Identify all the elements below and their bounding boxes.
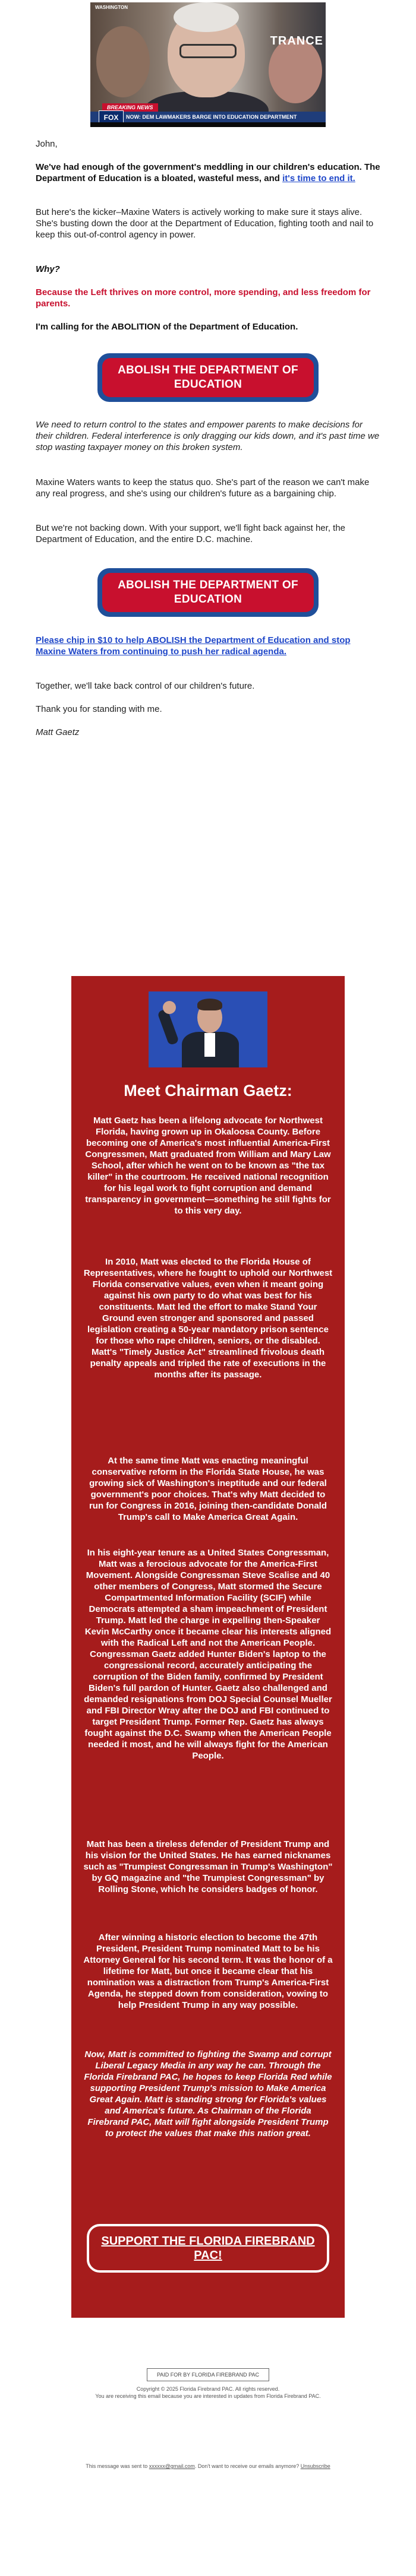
hero-image: [90, 2, 326, 127]
signature: Matt Gaetz: [36, 727, 80, 737]
portrait-fist: [163, 1001, 176, 1014]
bio-paragraph-7: Now, Matt is committed to fighting the Swamp and corrupt Liberal Legacy Media in any way he can. Through the Florida Firebrand PAC, he hopes to keep Florida Red while supporting President Trump's mission to Make America Great Again. Matt is standing strong for Florida's values and America's future. As Chairman of the Florida Firebrand PAC, Matt will fight alongside President Trump to protect the values that make this nation great.: [84, 2049, 332, 2138]
intro-text: We've had enough of the government's meddling in our children's education. The Department of Education is a bloated, wasteful mess, and: [36, 162, 380, 183]
bio-paragraph-6: After winning a historic election to become the 47th President, President Trump nominated Matt to be his Attorney General for his second term. It was the honor of a lifetime for Matt, but once it became clear that his nomination was a distraction from Trump's America-First Agenda, he stepped down from consideration, vowing to help President Trump in any way possible.: [83, 1932, 333, 2010]
donate-paragraph: [36, 635, 380, 657]
bio-paragraph-2: In 2010, Matt was elected to the Florida House of Representatives, where he fought to uphold our Northwest Florida conservative values, even when it meant going against his own party to do what was best for his constituents. Matt led the effort to make Stand Your Ground even stronger and sponsored and passed legislation creating a 50-year mandatory prison sentence for those who rape children, seniors, or the disabled. Matt's "Timely Justice Act" streamlined frivolous death penalty appeals and tripled the rate of executions in the months after its passage.: [83, 1257, 333, 1380]
abolish-button-1-label: ABOLISH THE DEPARTMENT OF EDUCATION: [102, 358, 314, 397]
intro-paragraph: [36, 161, 380, 184]
unsubscribe-link[interactable]: Unsubscribe: [300, 2463, 330, 2469]
bio-paragraph-1: Matt Gaetz has been a lifelong advocate for Northwest Florida, having grown up in Okaloosa County. Before becoming one of America's most influential America-First Congressmen, Matt graduated from William and Mary Law School, after which he went on to be known as "the tax killer" in the courtroom. He received national recognition for his legal work to fight corruption and demand transparency in government—something he still fights for to this very day.: [85, 1116, 331, 1216]
end-it-link[interactable]: it's time to end it.: [282, 173, 355, 183]
sent-to-prefix: This message was sent to: [86, 2463, 149, 2469]
hero-glasses: [179, 44, 237, 58]
italic-paragraph: We need to return control to the states and empower parents to make decisions for their children. Federal interference is only dragging our kids down, and it's past time we stop wasting taxpayer money on this broken system.: [36, 420, 380, 452]
why-text: Why?: [36, 264, 60, 274]
greeting: John,: [36, 139, 58, 149]
because-text: Because the Left thrives on more control, more spending, and less freedom for parents.: [36, 287, 371, 309]
bio-heading: Meet Chairman Gaetz:: [124, 1082, 292, 1100]
backing-paragraph: But we're not backing down. With your support, we'll fight back against her, the Department of Education, and the entire D.C. machine.: [36, 523, 346, 544]
network-logo: FOX: [99, 110, 124, 125]
paid-for-box: PAID FOR BY FLORIDA FIREBRAND PAC: [147, 2368, 269, 2381]
portrait-arm: [157, 1009, 179, 1046]
receiving-text: You are receiving this email because you are interested in updates from Florida Firebrand PAC.: [95, 2393, 321, 2399]
thanks-text: Thank you for standing with me.: [36, 704, 162, 714]
abolish-button-1[interactable]: [97, 353, 319, 402]
gaetz-portrait: [149, 991, 267, 1067]
bio-paragraph-3: At the same time Matt was enacting meaningful conservative reform in the Florida State House, he was growing sick of Washington's ineptitude and our federal government's poor choices. That's why Matt decided to run for Congress in 2016, joining then-candidate Donald Trump's call to Make America Great Again.: [89, 1456, 327, 1522]
donate-link[interactable]: Please chip in $10 to help ABOLISH the Department of Education and stop Maxine Waters from continuing to push her radical agenda.: [36, 635, 351, 657]
breaking-news-label: BREAKING NEWS: [102, 103, 158, 112]
abolish-button-2[interactable]: [97, 568, 319, 617]
kicker-paragraph: But here's the kicker–Maxine Waters is actively working to make sure it stays alive. She's busting down the door at the Department of Education, fighting tooth and nail to keep this out-of-control agency in power.: [36, 207, 374, 240]
bio-panel: [71, 976, 345, 2318]
copyright-text: Copyright © 2025 Florida Firebrand PAC. All rights reserved.: [136, 2386, 280, 2392]
sent-to-email[interactable]: xxxxxx@gmail.com: [149, 2463, 195, 2469]
hero-network-tag: TRANCE: [270, 34, 323, 47]
hero-location: WASHINGTON: [95, 5, 128, 10]
abolish-button-2-label: ABOLISH THE DEPARTMENT OF EDUCATION: [102, 573, 314, 612]
support-pac-button[interactable]: SUPPORT THE FLORIDA FIREBRAND PAC!: [87, 2224, 329, 2273]
hero-person-hair: [174, 2, 239, 32]
bio-paragraph-5: Matt has been a tireless defender of President Trump and his vision for the United States. He has earned nicknames such as "Trumpiest Congressman in Trump's Washington" by GQ magazine and "the Trumpiest Congressman" by Rolling Stone, which he considers badges of honor.: [83, 1839, 333, 1894]
portrait-hair: [197, 999, 222, 1010]
sent-to-mid: . Don't want to receive our emails anymore?: [194, 2463, 301, 2469]
news-ticker: [90, 122, 326, 127]
bio-paragraph-4: In his eight-year tenure as a United States Congressman, Matt was a ferocious advocate for the America-First Movement. Alongside Congressman Steve Scalise and 40 other members of Congress, Matt stormed the Secure Compartmented Information Facility (SCIF) while Democrats attempted a sham impeachment of President Trump. Matt led the charge in expelling then-Speaker Kevin McCarthy once it became clear his interests aligned with the Radical Left and not the American People. Congressman Gaetz added Hunter Biden's laptop to the congressional record, accurately anticipating the corruption of the Biden family, confirmed by President Biden's full pardon of Hunter. Gaetz also challenged and demanded resignations from DOJ Special Counsel Mueller and FBI Director Wray after the DOJ and FBI continued to target President Trump. Former Rep. Gaetz has always fought against the D.C. Swamp when the American People needed it most, and he will always fight for the American People.: [84, 1548, 332, 1761]
together-text: Together, we'll take back control of our children's future.: [36, 681, 255, 691]
news-chyron: NOW: DEM LAWMAKERS BARGE INTO EDUCATION DEPARTMENT: [90, 112, 326, 122]
maxine-paragraph: Maxine Waters wants to keep the status quo. She's part of the reason we can't make any real progress, and she's using our children's future as a bargaining chip.: [36, 477, 370, 499]
portrait-shirt: [204, 1033, 215, 1057]
hero-person-left: [96, 26, 150, 97]
calling-text: I'm calling for the ABOLITION of the Department of Education.: [36, 322, 298, 332]
sent-to-line: [0, 2463, 416, 2470]
